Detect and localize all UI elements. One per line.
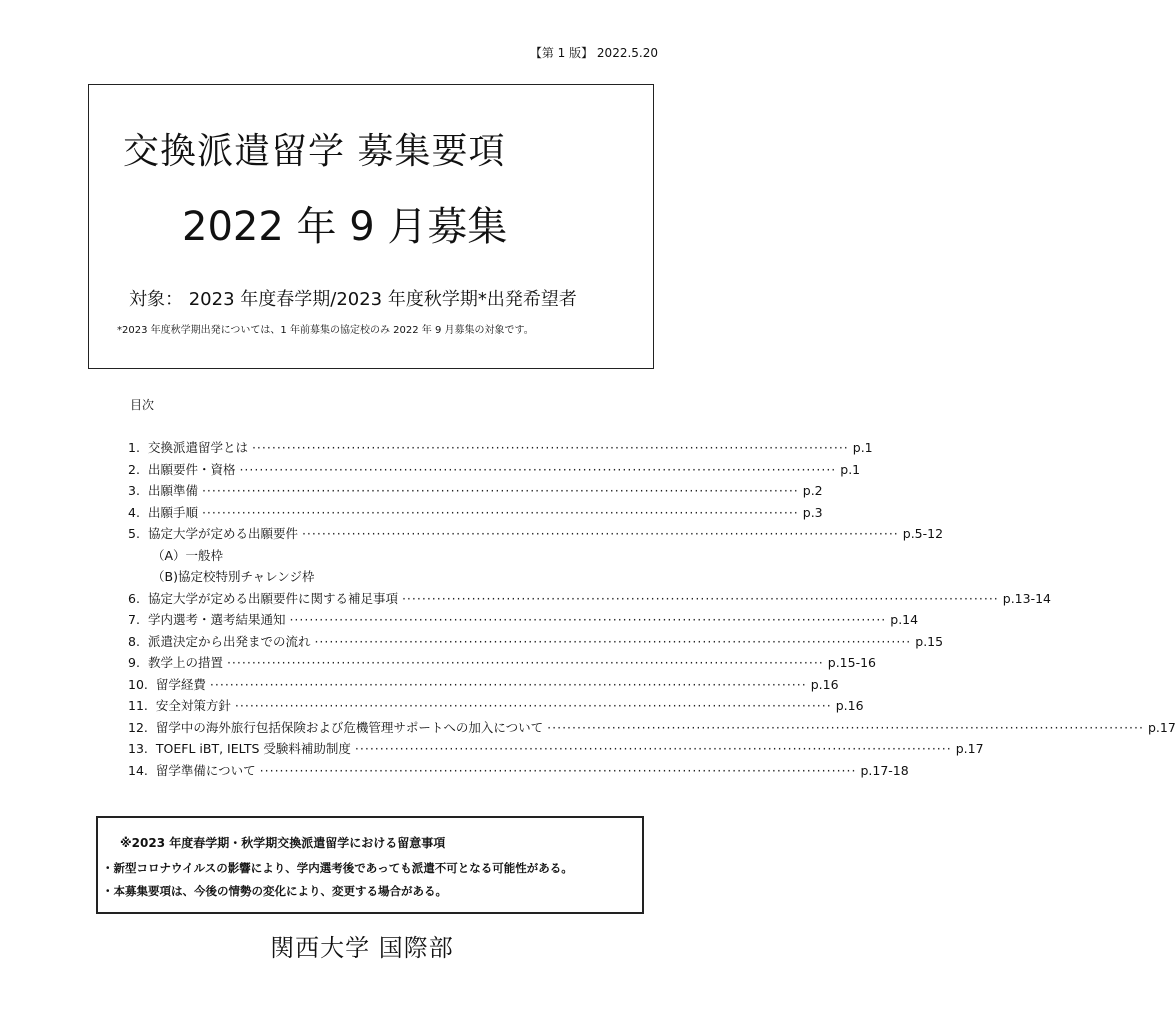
toc-item-number: 14. [128,762,148,778]
notice-item: ・本募集要項は、今後の情勢の変化により、変更する場合がある。 [102,884,447,898]
toc-item-page: p.5-12 [902,526,944,541]
recruitment-period: 2022 年 9 月募集 [182,204,508,250]
notice-item: ・新型コロナウイルスの影響により、学内選考後であっても派遣不可となる可能性がある。 [102,861,573,875]
toc-leader-dots: ························································································································ [209,676,807,692]
toc-item [128,503,823,525]
toc-item-label: 協定大学が定める出願要件 [147,526,298,541]
toc-item-label: 協定大学が定める出願要件に関する補足事項 [147,590,398,606]
toc-item [128,460,861,482]
toc-item-page: p.1 [852,440,873,455]
toc-leader-dots: ························································································································ [234,698,832,713]
toc-item-page: p.3 [802,504,823,520]
toc-item [128,589,1051,611]
toc-item-label: 安全対策方針 [155,698,231,713]
toc-item [128,567,648,589]
toc-item [128,481,823,503]
toc-leader-dots: ························································································································ [226,655,824,670]
toc-item [128,610,919,632]
toc-item-page: p.2 [802,483,823,498]
toc-leader-dots: ························································································································ [314,633,912,649]
toc-item-label: 出願要件・資格 [147,461,236,477]
toc-leader-dots: ························································································································ [201,504,799,520]
toc-leader-dots: ························································································································ [401,590,999,606]
toc-leader-dots: ························································································································ [259,762,857,778]
toc-leader-dots: ························································································································ [251,440,849,455]
toc-item [128,438,873,460]
toc-item-label: 留学中の海外旅行包括保険および危機管理サポートへの加入について [155,719,544,735]
table-of-contents [128,438,1176,782]
toc-item [128,739,984,761]
edition-label: 【第 1 版】 2022.5.20 [529,46,658,60]
toc-item-label: 派遣決定から出発までの流れ [147,633,311,649]
toc-item-page: p.14 [890,612,919,627]
toc-item-label: TOEFL iBT, IELTS 受験料補助制度 [155,741,351,756]
toc-item-number: 4. [128,504,140,520]
toc-item-number: 9. [128,655,140,670]
toc-item [128,718,1176,740]
toc-item-page: p.17-18 [860,762,909,778]
toc-item-page: p.15-16 [827,655,876,670]
toc-item [128,632,944,654]
toc-item [128,524,944,546]
target-note: *2023 年度秋学期出発については、1 年前募集の協定校のみ 2022 年 9 月募集の対象です。 [117,325,534,336]
toc-leader-dots: ························································································································ [301,526,899,541]
toc-item-page: p.17 [955,741,984,756]
toc-leader-dots: ························································································································ [201,483,799,498]
toc-item-number: 13. [128,741,148,756]
toc-leader-dots: ························································································································ [239,461,837,477]
toc-item-page: p.1 [840,461,861,477]
toc-item-number: 7. [128,612,140,627]
toc-item [128,653,876,675]
toc-item-label: 出願手順 [147,504,198,520]
toc-item [128,546,648,568]
toc-item-page: p.16 [810,676,839,692]
toc-item-label: 留学経費 [155,676,206,692]
issuer: 関西大学 国際部 [270,934,454,962]
toc-item-label: 学内選考・選考結果通知 [147,612,286,627]
toc-leader-dots: ························································································································ [289,612,887,627]
toc-item-label: 留学準備について [155,762,256,778]
target-students: 対象： 2023 年度春学期/2023 年度秋学期*出発希望者 [129,289,577,310]
toc-item-number: 12. [128,719,148,735]
toc-item-number: 2. [128,461,140,477]
toc-item-number: 1. [128,440,140,455]
toc-item-page: p.17 [1147,719,1176,735]
toc-leader-dots: ························································································································ [354,741,952,756]
toc-item [128,696,864,718]
notice-box [96,816,644,914]
toc-item-label: 出願準備 [147,483,198,498]
toc-item-number: 8. [128,633,140,649]
toc-item-label: 教学上の措置 [147,655,223,670]
toc-item-label: 交換派遣留学とは [147,440,248,455]
toc-item-number: 11. [128,698,148,713]
toc-item-page: p.16 [835,698,864,713]
document-title: 交換派遣留学 募集要項 [123,131,506,172]
toc-item [128,675,839,697]
toc-item-number: 5. [128,526,140,541]
toc-item-number: 10. [128,676,148,692]
toc-item-page: p.13-14 [1002,590,1051,606]
notice-title: ※2023 年度春学期・秋学期交換派遣留学における留意事項 [120,836,446,850]
toc-leader-dots: ························································································································ [547,719,1144,735]
toc-item-number: 6. [128,590,140,606]
toc-item-label: （A）一般枠 [152,547,224,563]
toc-item [128,761,909,783]
toc-heading: 目次 [130,398,155,412]
toc-item-label: （B)協定校特別チャレンジ枠 [152,569,315,584]
title-box [88,84,654,369]
toc-item-number: 3. [128,483,140,498]
toc-item-page: p.15 [915,633,944,649]
